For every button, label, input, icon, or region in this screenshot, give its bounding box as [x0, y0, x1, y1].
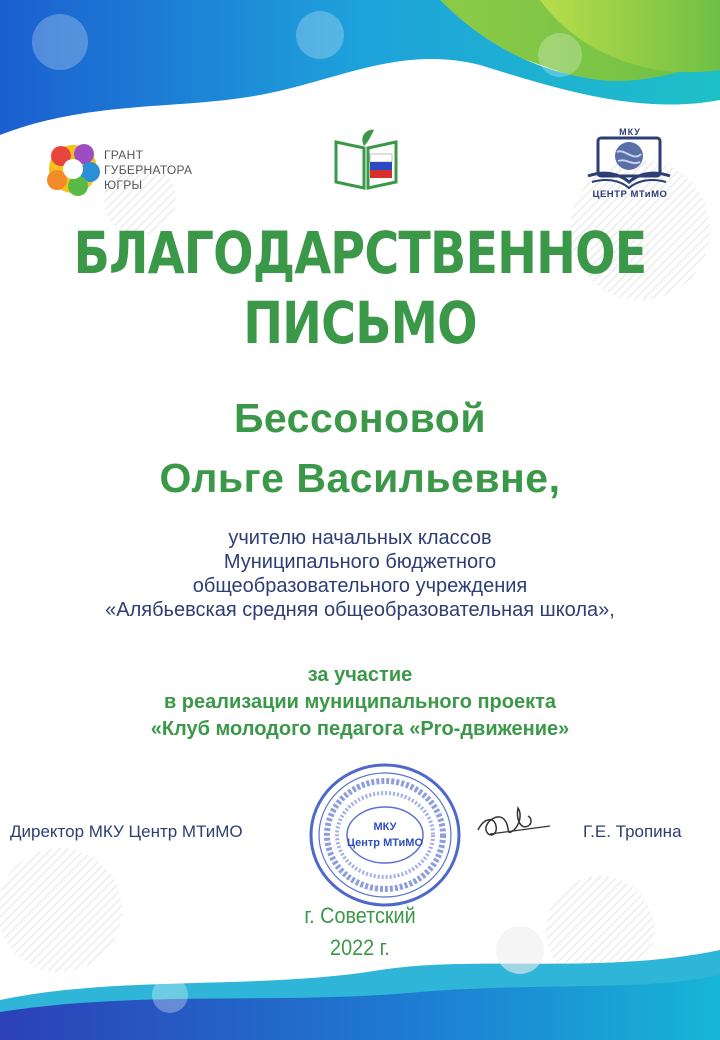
signer-name: Г.Е. Тропина [583, 822, 682, 841]
recipient-line: Ольге Васильевне, [159, 455, 561, 501]
handwritten-signature [470, 800, 560, 850]
official-stamp [305, 760, 465, 910]
position-line: Муниципального бюджетного [223, 551, 497, 573]
reason-line: в реализации муниципального проекта [163, 691, 557, 713]
reason-line: «Клуб молодого педагога «Pro-движение» [150, 718, 570, 740]
globe-book-logo [584, 136, 674, 192]
issue-place-date [36, 900, 684, 964]
recipient-position [0, 526, 720, 622]
stamp-center-line: Центр МТиМО [346, 837, 424, 849]
book-leaf-flag-logo [330, 128, 402, 194]
position-line: общеобразовательного учреждения [192, 575, 528, 597]
position-line: «Алябьевская средняя общеобразовательная школа», [105, 599, 615, 621]
recipient-name [0, 388, 720, 508]
document-title [65, 218, 655, 358]
mku-logo-top-text: МКУ [619, 127, 641, 137]
position-line: учителю начальных классов [228, 527, 492, 549]
mku-logo-bottom-text: ЦЕНТР МТиМО [592, 189, 668, 200]
director-title: Директор МКУ Центр МТиМО [10, 822, 243, 841]
grant-logo-line: ЮГРЫ [104, 178, 143, 192]
grant-logo-line: ГРАНТ [104, 148, 144, 162]
year-line: 2022 г. [330, 935, 390, 960]
title-line: ПИСЬМО [243, 289, 477, 357]
city-line: г. Советский [304, 903, 416, 928]
reason-line: за участие [307, 664, 413, 686]
grant-flower-logo [44, 140, 102, 198]
grant-logo-text [104, 148, 224, 193]
grant-logo-line: ГУБЕРНАТОРА [104, 163, 193, 177]
stamp-center-line: МКУ [373, 821, 397, 833]
title-line: БЛАГОДАРСТВЕННОЕ [73, 219, 647, 287]
award-reason [0, 662, 720, 743]
recipient-line: Бессоновой [233, 395, 487, 441]
